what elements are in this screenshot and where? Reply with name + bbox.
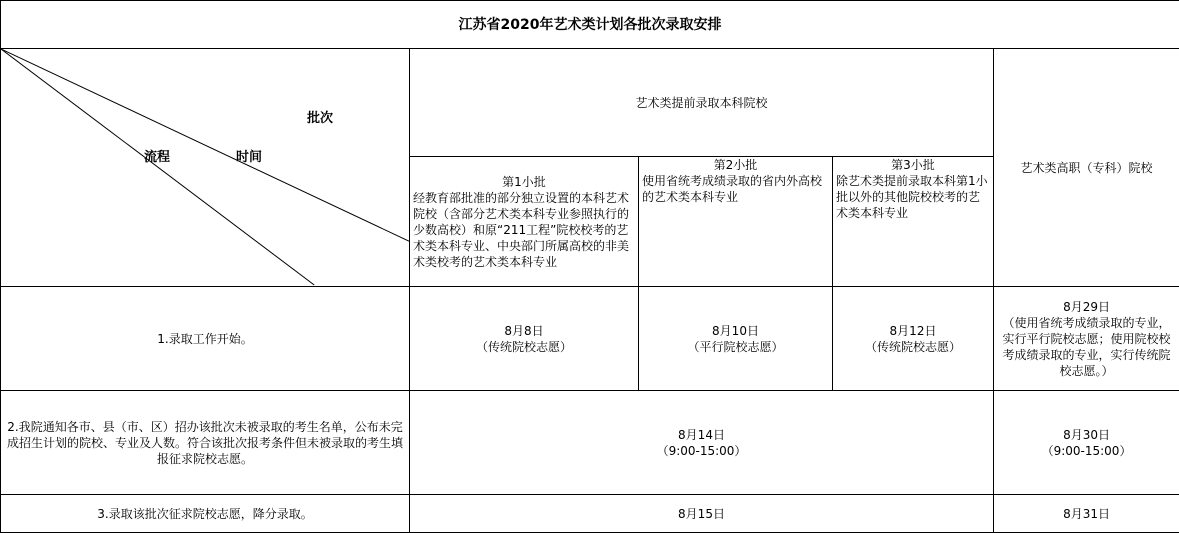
step-3-advance-date: 8月15日 <box>410 495 994 533</box>
step-1-batch-1-date: 8月8日 <box>413 323 635 339</box>
sub-batch-1-name: 第1小批 <box>413 174 635 190</box>
step-1-vocational-cell <box>994 287 1179 391</box>
sub-batch-3-desc: 除艺术类提前录取本科第1小批以外的其他院校校考的艺术类本科专业 <box>836 173 990 221</box>
sub-batch-2-desc: 使用省统考成绩录取的省内外高校的艺术类本科专业 <box>642 173 829 205</box>
sub-batch-2-header <box>639 157 833 287</box>
label-batch: 批次 <box>307 111 333 127</box>
step-1-batch-3-cell <box>833 287 994 391</box>
step-1-batch-2-date: 8月10日 <box>642 323 829 339</box>
step-1-vocational-date: 8月29日 <box>997 299 1176 315</box>
diagonal-header-cell <box>1 49 410 287</box>
step-2-advance-cell <box>410 391 994 495</box>
sub-batch-1-desc: 经教育部批准的部分独立设置的本科艺术院校（含部分艺术类本科专业参照执行的少数高校）和原“211工程”院校校考的艺术类本科专业、中央部门所属高校的非美术类校考的艺术类本科专业 <box>413 190 635 270</box>
sub-batch-2-name: 第2小批 <box>642 157 829 173</box>
label-process: 流程 <box>144 150 170 166</box>
diagonal-lines <box>1 49 409 286</box>
step-1-batch-2-cell <box>639 287 833 391</box>
label-time: 时间 <box>236 150 262 166</box>
step-1-batch-2-note: （平行院校志愿） <box>642 339 829 355</box>
step-1-batch-3-note: （传统院校志愿） <box>836 339 990 355</box>
step-3-text: 3.录取该批次征求院校志愿，降分录取。 <box>1 495 410 533</box>
step-2-advance-date: 8月14日 <box>413 427 990 443</box>
group-vocational-header: 艺术类高职（专科）院校 <box>994 49 1179 287</box>
step-1-batch-1-note: （传统院校志愿） <box>413 339 635 355</box>
step-1-vocational-note: （使用省统考成绩录取的专业，实行平行院校志愿；使用院校校考成绩录取的专业，实行传统院校志愿。） <box>997 315 1176 379</box>
step-2-text: 2.我院通知各市、县（市、区）招办该批次未被录取的考生名单，公布未完成招生计划的院校、专业及人数。符合该批次报考条件但未被录取的考生填报征求院校志愿。 <box>1 391 410 495</box>
step-1-text: 1.录取工作开始。 <box>1 287 410 391</box>
step-3-vocational-date: 8月31日 <box>994 495 1179 533</box>
step-2-advance-time: （9:00-15:00） <box>413 443 990 459</box>
step-2-vocational-date: 8月30日 <box>997 427 1176 443</box>
step-1-batch-3-date: 8月12日 <box>836 323 990 339</box>
sub-batch-3-header <box>833 157 994 287</box>
sub-batch-3-name: 第3小批 <box>836 157 990 173</box>
step-1-batch-1-cell <box>410 287 639 391</box>
step-2-vocational-cell <box>994 391 1179 495</box>
group-advance-header: 艺术类提前录取本科院校 <box>410 49 994 157</box>
sub-batch-1-header <box>410 157 639 287</box>
step-2-vocational-time: （9:00-15:00） <box>997 443 1176 459</box>
table-title: 江苏省2020年艺术类计划各批次录取安排 <box>1 1 1179 49</box>
